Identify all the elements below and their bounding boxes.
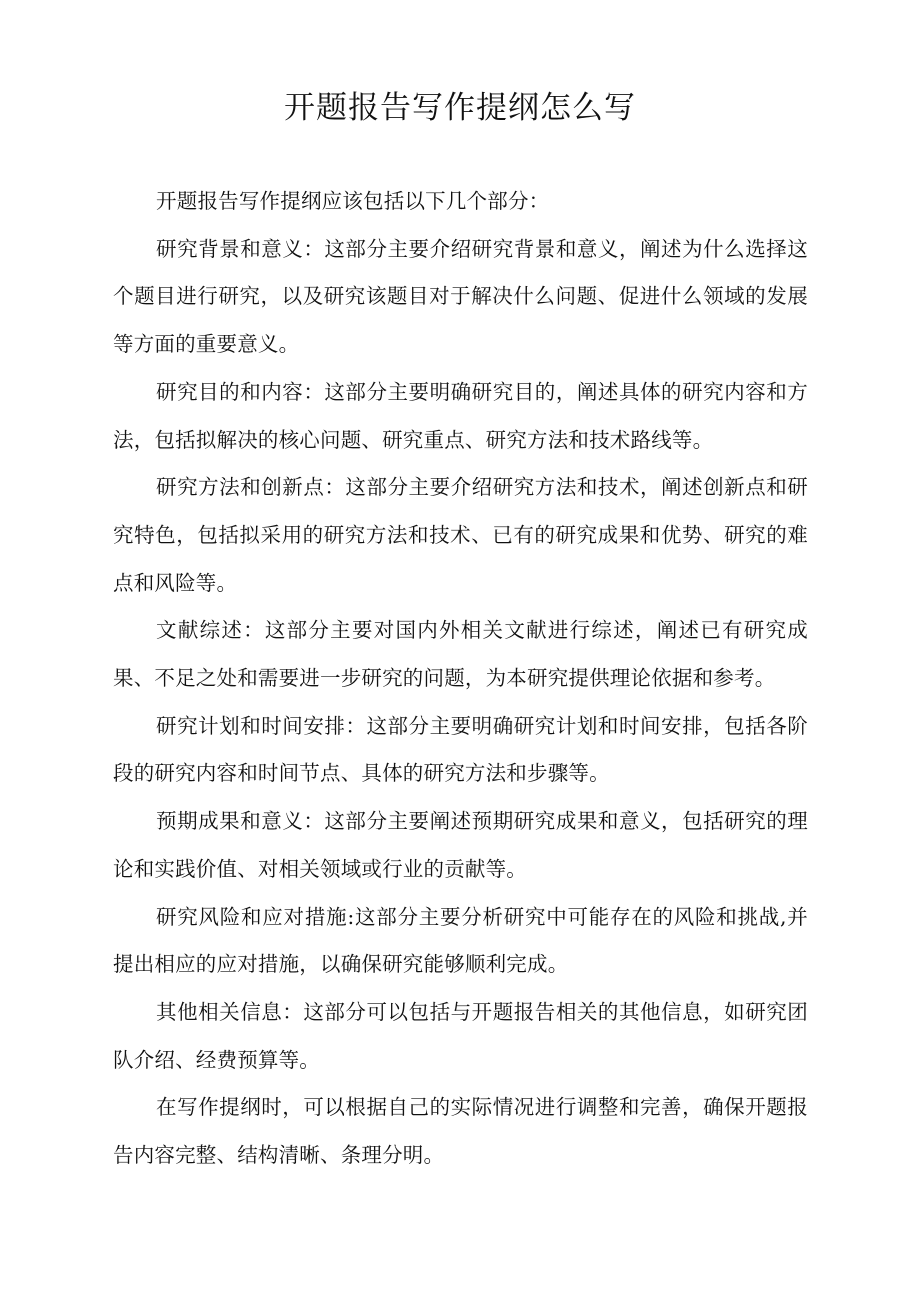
paragraph-other-info: 其他相关信息：这部分可以包括与开题报告相关的其他信息，如研究团队介绍、经费预算等。: [113, 999, 808, 1072]
paragraph-conclusion: 在写作提纲时，可以根据自己的实际情况进行调整和完善，确保开题报告内容完整、结构清晰、条理分明。: [113, 1095, 808, 1168]
paragraph-objectives: 研究目的和内容：这部分主要明确研究目的，阐述具体的研究内容和方法，包括拟解决的核心问题、研究重点、研究方法和技术路线等。: [113, 379, 808, 452]
paragraph-risks: 研究风险和应对措施:这部分主要分析研究中可能存在的风险和挑战,并提出相应的应对措施，以确保研究能够顺利完成。: [113, 904, 808, 977]
paragraph-schedule: 研究计划和时间安排：这部分主要明确研究计划和时间安排，包括各阶段的研究内容和时间节点、具体的研究方法和步骤等。: [113, 713, 808, 786]
document-title: 开题报告写作提纲怎么写: [284, 90, 636, 126]
paragraph-background: 研究背景和意义：这部分主要介绍研究背景和意义，阐述为什么选择这个题目进行研究，以及研究该题目对于解决什么问题、促进什么领域的发展等方面的重要意义。: [113, 236, 808, 357]
paragraph-intro: 开题报告写作提纲应该包括以下几个部分：: [156, 189, 550, 213]
paragraph-expected-results: 预期成果和意义：这部分主要阐述预期研究成果和意义，包括研究的理论和实践价值、对相关领域或行业的贡献等。: [113, 809, 808, 881]
paragraph-literature-review: 文献综述：这部分主要对国内外相关文献进行综述，阐述已有研究成果、不足之处和需要进一步研究的问题，为本研究提供理论依据和参考。: [113, 618, 808, 691]
document-body: [113, 178, 808, 1180]
paragraph-methods: 研究方法和创新点：这部分主要介绍研究方法和技术，阐述创新点和研究特色，包括拟采用的研究方法和技术、已有的研究成果和优势、研究的难点和风险等。: [113, 475, 808, 595]
